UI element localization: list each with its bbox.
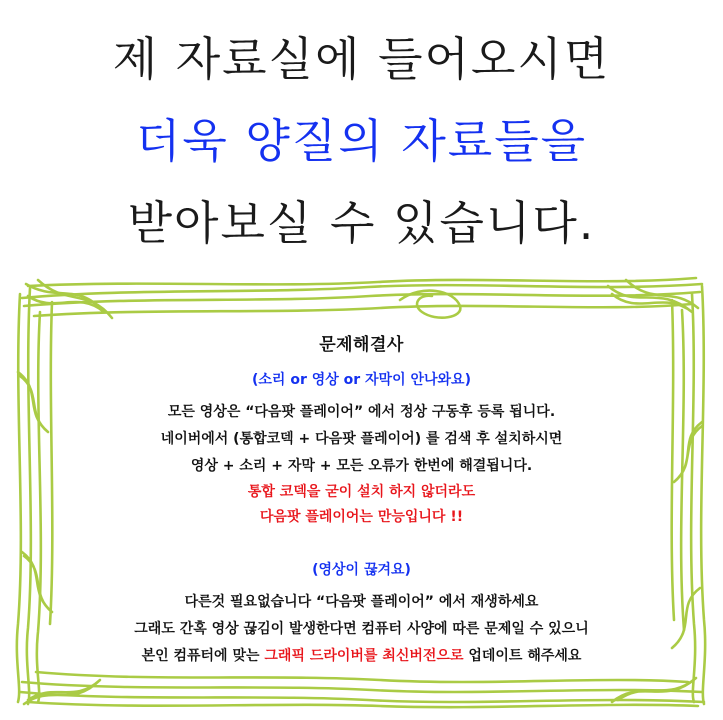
headline-line-2: 더욱 양질의 자료들을 [135, 114, 588, 168]
section2-subtitle-suffix: ) [404, 562, 411, 578]
section2-line-3-suffix: 업데이트 해주세요 [463, 648, 582, 664]
section2-line-3-highlight: 그래픽 드라이버를 최신버전으로 [264, 648, 464, 664]
notice-title: 문제해결사 [319, 335, 404, 355]
section2-line-2: 그래도 간혹 영상 끊김이 발생한다면 컴퓨터 사양에 따른 문제일 수 있으니 [134, 621, 589, 637]
section-divider-space [30, 530, 693, 556]
section2-subtitle [30, 558, 693, 583]
section1-line-1: 모든 영상은 “다음팟 플레이어” 에서 정상 구동후 등록 됩니다. [167, 404, 556, 420]
section2-line-1: 다른것 필요없습니다 “다음팟 플레이어” 에서 재생하세요 [184, 594, 539, 610]
section2-line-3-prefix: 본인 컴퓨터에 맞는 [141, 648, 265, 664]
headline-line-1: 제 자료실에 들어오시면 [112, 32, 611, 86]
section1-red-line-1: 통합 코덱을 굳이 설치 하지 않더라도 [247, 484, 476, 500]
section2-subtitle-highlight: 끊겨요 [363, 562, 405, 578]
section1-line-2: 네이버에서 (통합코덱 + 다음팟 플레이어) 를 검색 후 설치하시면 [160, 431, 563, 447]
section1-red-line-2: 다음팟 플레이어는 만능입니다 !! [259, 509, 464, 525]
headline-line-3: 받아보실 수 있습니다. [127, 196, 596, 250]
notice-content [30, 332, 693, 670]
section1-subtitle: (소리 or 영상 or 자막이 안나와요) [252, 372, 471, 388]
section1-line-3: 영상 + 소리 + 자막 + 모든 오류가 한번에 해결됩니다. [190, 458, 533, 474]
section2-subtitle-prefix: (영상이 [312, 562, 364, 578]
headline-block [0, 18, 723, 264]
section2-line-3 [30, 643, 693, 670]
